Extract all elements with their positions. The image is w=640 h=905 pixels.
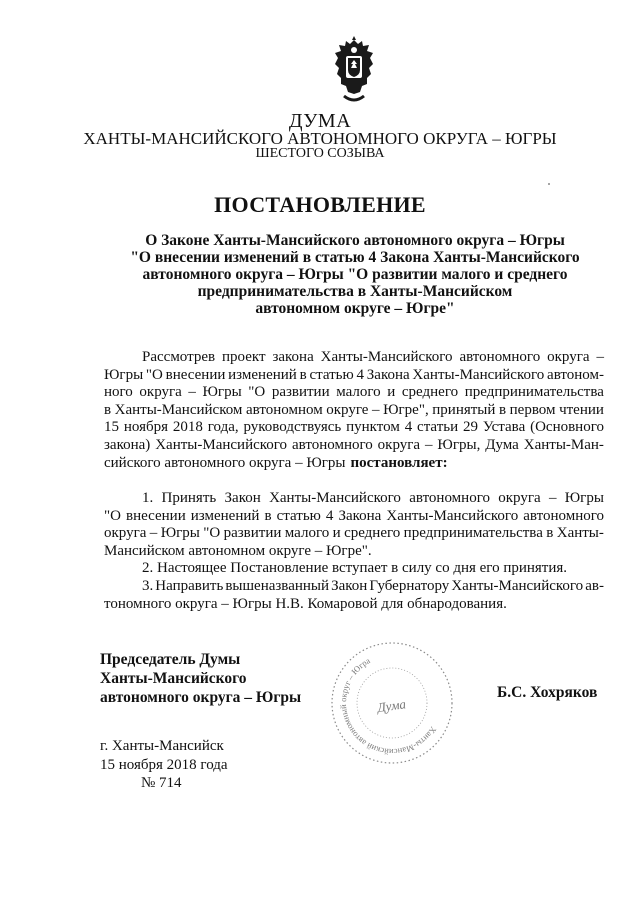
- subject-line: "О внесении изменений в статью 4 Закона Ханты-Мансийского: [130, 249, 580, 266]
- word: статью: [276, 507, 321, 524]
- issue-place-date: [100, 737, 228, 775]
- word: 1.: [142, 490, 154, 506]
- word: предпринимательства: [464, 384, 604, 401]
- word: Закон: [331, 578, 368, 594]
- subject-line: автономного округа – Югры "О развитии малого и среднего: [142, 266, 568, 283]
- word: предпринимательства: [403, 525, 543, 542]
- word: изменений: [190, 507, 260, 524]
- stamp-center-text: Дума: [376, 696, 407, 715]
- resolution-item-2: [104, 560, 604, 578]
- text-span: тономного округа – Югры Н.В. Комаровой для обнародования.: [104, 595, 507, 612]
- word: Рассмотрев: [142, 349, 216, 365]
- word: 4: [325, 507, 334, 524]
- word: –: [425, 436, 433, 453]
- word: в: [498, 401, 507, 418]
- word: закона): [104, 436, 151, 453]
- word: округа: [139, 384, 182, 401]
- organization-region: ХАНТЫ-МАНСИЙСКОГО АВТОНОМНОГО ОКРУГА – ЮГРЫ: [83, 129, 557, 148]
- word: (Основного: [530, 419, 604, 436]
- word: Закон: [224, 490, 261, 506]
- text-line: [104, 543, 604, 561]
- word: развитии: [271, 384, 330, 401]
- word: Ханты-Мансийского: [386, 507, 519, 524]
- word: Ханты-: [556, 525, 604, 542]
- word: закона: [272, 349, 314, 365]
- official-stamp: [327, 638, 457, 768]
- word: 29: [462, 419, 478, 436]
- text-line: [104, 384, 604, 402]
- word: округа: [377, 436, 421, 453]
- word: Дума: [485, 436, 519, 453]
- text-line: [104, 367, 604, 385]
- text-span: 2. Настоящее Постановление вступает в силу со дня его принятия.: [142, 560, 568, 576]
- word: проект: [222, 349, 266, 365]
- stamp-ring-text: Ханты-Мансийский автономный округ – Югра: [337, 655, 439, 758]
- word: Ханты-Мансийского: [155, 436, 288, 453]
- text-line: [104, 455, 604, 473]
- word: и: [387, 384, 396, 401]
- signatory-position: [100, 650, 301, 707]
- word: вышеназванный: [225, 578, 330, 594]
- word: в: [299, 366, 307, 383]
- word: округа: [498, 490, 541, 506]
- word: "О: [203, 525, 221, 542]
- word: –: [188, 384, 196, 401]
- text-line: [104, 525, 604, 543]
- word: 2018: [172, 419, 203, 436]
- text-line: [104, 596, 604, 614]
- word: автономного: [291, 436, 373, 453]
- word: округе: [326, 401, 369, 418]
- word: чтении: [559, 401, 604, 418]
- position-line: автономного округа – Югры: [100, 689, 302, 706]
- word: внесении: [165, 366, 226, 383]
- word: "О: [248, 384, 266, 401]
- word: Закона: [338, 507, 382, 524]
- word: округа: [547, 349, 590, 365]
- word: Принять: [161, 490, 217, 506]
- word: развитии: [223, 525, 282, 542]
- text-span: сийского автономного округа – Югры: [104, 454, 346, 471]
- word: статьи: [417, 419, 459, 436]
- word: в: [104, 401, 112, 418]
- text-line: [104, 437, 604, 455]
- word: 4: [356, 366, 364, 383]
- issue-date: 15 ноября 2018 года: [100, 757, 228, 773]
- word: –: [548, 490, 557, 506]
- word: –: [149, 525, 158, 542]
- word: Ханты-Ман-: [523, 436, 604, 453]
- subject-line: предпринимательства в Ханты-Мансийском: [197, 283, 513, 300]
- issue-city: г. Ханты-Мансийск: [100, 738, 224, 754]
- word: в: [264, 507, 272, 524]
- word: в: [546, 525, 554, 542]
- word: Губернатору: [369, 578, 450, 594]
- position-line: Ханты-Мансийского: [100, 670, 247, 687]
- word: среднего: [344, 525, 401, 542]
- word: внесении: [126, 507, 186, 524]
- word: принятый: [432, 401, 496, 418]
- word: Югры: [104, 366, 144, 383]
- word: года,: [207, 419, 239, 436]
- word: "О: [145, 366, 163, 383]
- word: автономном: [246, 401, 323, 418]
- word: Ханты-Мансийском: [114, 401, 243, 418]
- text-line: [104, 402, 604, 420]
- word: Югры,: [437, 436, 481, 453]
- word: первом: [509, 401, 556, 418]
- word: автономного: [459, 349, 541, 365]
- word: автономного: [409, 490, 490, 506]
- signatory-name: Б.С. Хохряков: [497, 684, 598, 701]
- resolves-word: постановляет:: [350, 454, 448, 471]
- word: ав-: [585, 578, 604, 594]
- word: Ханты-Мансийского: [451, 578, 584, 594]
- document-title: ПОСТАНОВЛЕНИЕ: [214, 192, 426, 217]
- word: автономного: [523, 507, 604, 524]
- organization-name: ДУМА: [288, 110, 352, 132]
- word: Ханты-Мансийского: [320, 349, 453, 365]
- word: Югры: [202, 384, 242, 401]
- word: Югре",: [383, 401, 429, 418]
- word: –: [372, 401, 380, 418]
- text-line: [104, 349, 604, 367]
- word: ноября: [123, 419, 169, 436]
- document-number: № 714: [141, 775, 182, 791]
- word: ного: [104, 384, 133, 401]
- text-line: [104, 508, 604, 526]
- word: округа: [104, 525, 147, 542]
- resolution-item-1: [104, 490, 604, 560]
- word: Направить: [155, 578, 224, 594]
- word: среднего: [401, 384, 459, 401]
- subject-line: автономном округе – Югре": [255, 300, 455, 317]
- word: автоном-: [547, 366, 604, 383]
- word: и: [332, 525, 341, 542]
- word: малого: [336, 384, 381, 401]
- text-line: [104, 578, 604, 596]
- word: Устава: [482, 419, 526, 436]
- scan-speck: [548, 183, 550, 185]
- preamble-paragraph: [104, 349, 604, 472]
- coat-of-arms-icon: [329, 34, 379, 106]
- word: руководствуясь: [243, 419, 342, 436]
- word: –: [596, 349, 604, 365]
- document-subject: [95, 232, 615, 317]
- word: малого: [284, 525, 330, 542]
- convocation: ШЕСТОГО СОЗЫВА: [255, 146, 385, 161]
- text-line: [104, 490, 604, 508]
- word: Ханты-Мансийского: [269, 490, 401, 506]
- subject-line: О Законе Ханты-Мансийского автономного округа – Югры: [145, 232, 565, 249]
- word: статью: [309, 366, 354, 383]
- word: 3.: [142, 578, 154, 594]
- text-span: Мансийском автономном округе – Югре".: [104, 542, 372, 559]
- resolution-item-3: [104, 578, 604, 613]
- word: "О: [104, 507, 121, 524]
- text-line: [104, 419, 604, 437]
- word: Югры: [160, 525, 200, 542]
- word: 15: [104, 419, 119, 436]
- word: изменений: [228, 366, 297, 383]
- word: пунктом: [346, 419, 400, 436]
- word: Ханты-Мансийского: [412, 366, 545, 383]
- text-line: [104, 560, 604, 578]
- word: 4: [404, 419, 413, 436]
- word: Югры: [564, 490, 604, 506]
- position-line: Председатель Думы: [100, 651, 241, 668]
- word: Закона: [366, 366, 410, 383]
